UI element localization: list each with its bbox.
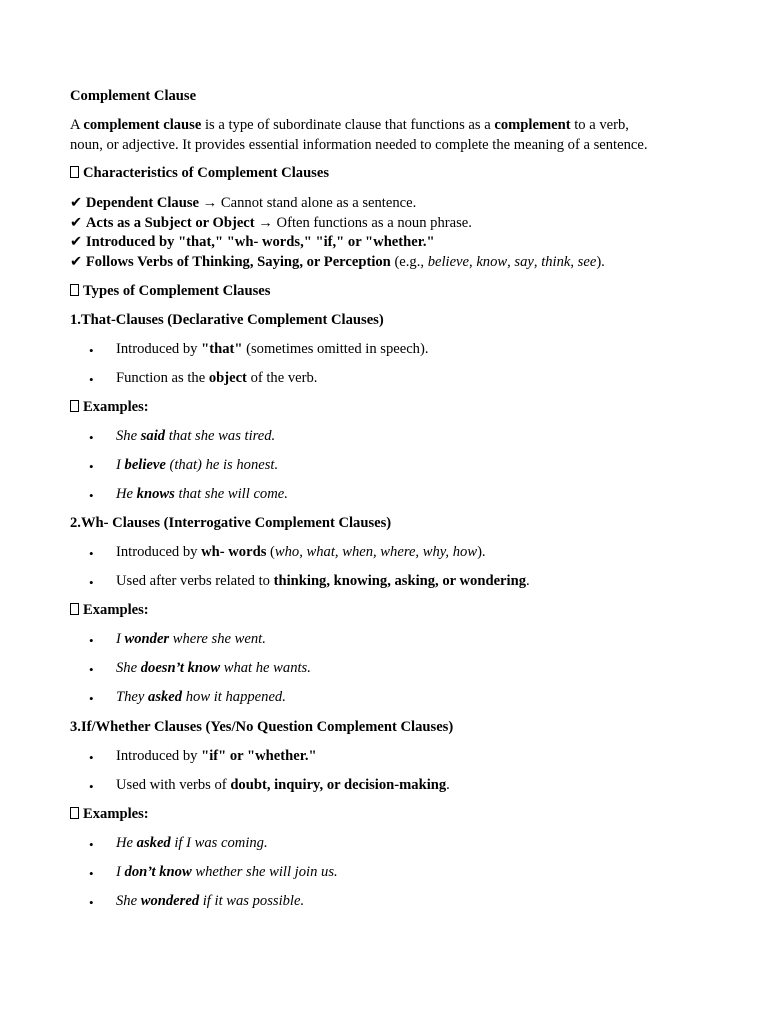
bullet-icon: • <box>89 459 94 474</box>
example-item: She said that she was tired. <box>116 428 276 444</box>
intro-line-2: noun, or adjective. It provides essential information needed to complete the meaning of a sentence. <box>70 137 648 153</box>
bullet-icon: • <box>89 779 94 794</box>
bullet-icon: • <box>89 837 94 852</box>
types-heading: Types of Complement Clauses <box>70 283 270 301</box>
page-title: Complement Clause <box>70 88 197 104</box>
bullet-icon: • <box>89 866 94 881</box>
checkmark-icon: ✔ <box>70 254 83 270</box>
bullet-icon: • <box>89 343 94 358</box>
intro-line-1: A complement clause is a type of subordinate clause that functions as a complement to a verb, <box>70 117 629 133</box>
example-item: I don’t know whether she will join us. <box>116 864 338 880</box>
examples-heading: Examples: <box>70 602 149 620</box>
bullet-icon: • <box>89 372 94 387</box>
checkmark-icon: ✔ <box>70 195 83 211</box>
example-item: She doesn’t know what he wants. <box>116 660 311 676</box>
section-heading-wh-clauses: 2.Wh- Clauses (Interrogative Complement Clauses) <box>70 515 392 531</box>
arrow-icon: → <box>202 195 218 211</box>
bullet-icon: • <box>89 662 94 677</box>
examples-heading: Examples: <box>70 399 149 417</box>
bullet-icon: • <box>89 691 94 706</box>
missing-glyph-icon <box>70 603 79 615</box>
bullet-icon: • <box>89 895 94 910</box>
bullet-icon: • <box>89 633 94 648</box>
example-item: They asked how it happened. <box>116 689 286 705</box>
example-item: She wondered if it was possible. <box>116 893 305 909</box>
bullet-icon: • <box>89 488 94 503</box>
arrow-icon: → <box>258 215 273 231</box>
example-item: I wonder where she went. <box>116 631 266 647</box>
list-item: Used with verbs of doubt, inquiry, or decision-making. <box>116 777 450 793</box>
example-item: He knows that she will come. <box>116 486 288 502</box>
bullet-icon: • <box>89 750 94 765</box>
list-item: Introduced by wh- words (who, what, when, where, why, how). <box>116 544 486 560</box>
bullet-icon: • <box>89 546 94 561</box>
examples-heading: Examples: <box>70 806 149 824</box>
missing-glyph-icon <box>70 284 79 296</box>
list-item: Introduced by "if" or "whether." <box>116 748 317 764</box>
example-item: I believe (that) he is honest. <box>116 457 279 473</box>
characteristic-item: ✔ Follows Verbs of Thinking, Saying, or Perception (e.g., believe, know, say, think, see). <box>70 254 605 270</box>
characteristics-heading: Characteristics of Complement Clauses <box>70 165 329 183</box>
missing-glyph-icon <box>70 400 79 412</box>
characteristic-item: ✔ Dependent Clause → Cannot stand alone as a sentence. <box>70 195 417 211</box>
bullet-icon: • <box>89 575 94 590</box>
checkmark-icon: ✔ <box>70 234 83 250</box>
list-item: Introduced by "that" (sometimes omitted in speech). <box>116 341 429 357</box>
section-heading-that-clauses: 1.That-Clauses (Declarative Complement Clauses) <box>70 312 384 328</box>
bullet-icon: • <box>89 430 94 445</box>
checkmark-icon: ✔ <box>70 215 83 231</box>
list-item: Used after verbs related to thinking, knowing, asking, or wondering. <box>116 573 530 589</box>
characteristic-item: ✔ Introduced by "that," "wh- words," "if," or "whether." <box>70 234 435 250</box>
list-item: Function as the object of the verb. <box>116 370 318 386</box>
section-heading-if-whether-clauses: 3.If/Whether Clauses (Yes/No Question Complement Clauses) <box>70 719 454 735</box>
example-item: He asked if I was coming. <box>116 835 268 851</box>
missing-glyph-icon <box>70 166 79 178</box>
characteristic-item: ✔ Acts as a Subject or Object → Often functions as a noun phrase. <box>70 215 472 231</box>
missing-glyph-icon <box>70 807 79 819</box>
